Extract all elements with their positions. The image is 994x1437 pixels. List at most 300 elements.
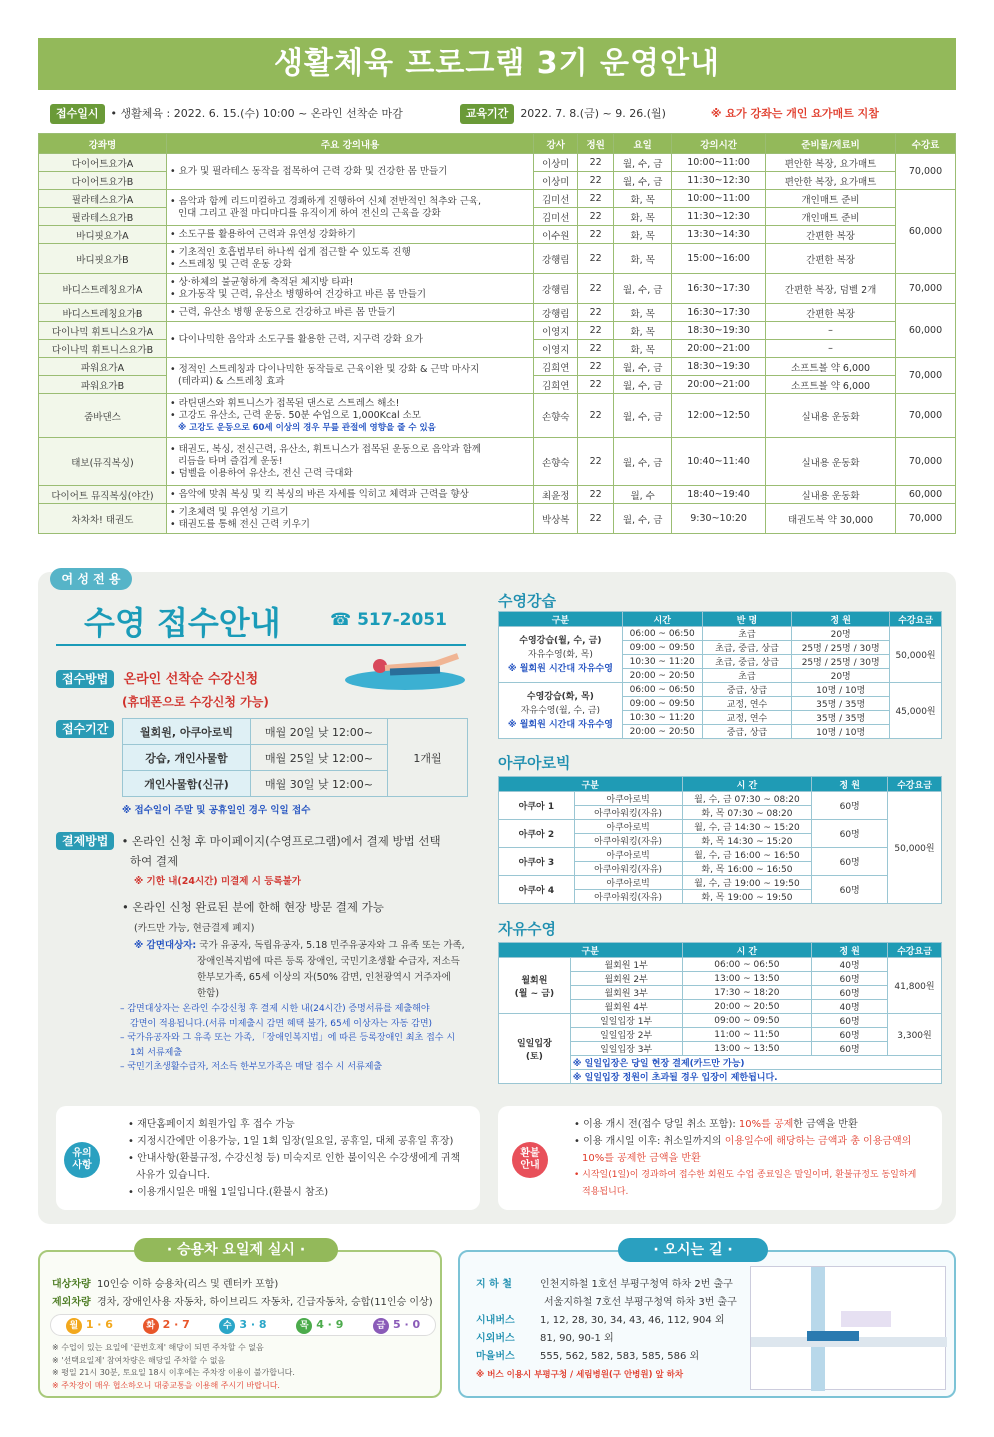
cell: 태권도복 약 30,000 [766, 504, 896, 534]
cell: 40명 [812, 958, 888, 972]
desc-line: • 기초적인 호흡법부터 하나씩 쉽게 접근할 수 있도록 진행 [169, 246, 411, 258]
period-tag-wrap [56, 720, 114, 737]
fee-cell: 60,000 [896, 304, 956, 358]
cell: 화, 목 [614, 304, 672, 322]
cell: 초급, 중급, 상급 [702, 655, 792, 669]
cell: 22 [578, 244, 614, 274]
cell: 아쿠아로빅 [574, 876, 682, 890]
free-title: 자유수영 [498, 920, 556, 938]
fee-cell: 70,000 [896, 394, 956, 438]
cell: 월, 수, 금 [614, 438, 672, 486]
table-row [39, 394, 956, 438]
pay-line: 하여 결제 [130, 854, 179, 868]
car-days [50, 1314, 436, 1336]
pay-tag: 결제방법 [56, 832, 114, 850]
car-note: ※ 평일 21시 30분, 토요일 18시 이후에는 주차장 이용이 불가합니다. [52, 1368, 295, 1377]
free-group: 일일입장 (토) [499, 1014, 571, 1084]
cell: 화, 목 [614, 244, 672, 274]
cell: 소프트볼 약 6,000 [766, 376, 896, 394]
table-row [39, 274, 956, 304]
cell: 간편한 복장 [766, 304, 896, 322]
cell: 중급, 상급 [702, 683, 792, 697]
cell: 20명 [792, 669, 890, 683]
cell: 16:30~17:30 [672, 274, 766, 304]
aqua-name: 아쿠아 1 [499, 792, 575, 820]
table-row [39, 438, 956, 486]
lesson-title: 수영강습 [498, 592, 556, 610]
cell: 35명 / 35명 [792, 711, 890, 725]
cell: 09:00 ~ 09:50 [682, 1014, 812, 1028]
cell: 화, 목 07:30 ~ 08:20 [682, 806, 812, 820]
cell: 20:00 ~ 20:50 [622, 725, 702, 739]
disc-note: – 감면대상자는 온라인 수강신청 후 결제 시한 내(24시간) 증명서류를 제출해야 [120, 1004, 430, 1014]
cell: 월회원 2부 [570, 972, 682, 986]
refund-highlight: 10%를 공제 [738, 1119, 794, 1130]
day-item [296, 1315, 343, 1335]
free-group: 월회원 (월 ~ 금) [499, 958, 571, 1014]
cell: 22 [578, 154, 614, 172]
cell: 22 [578, 504, 614, 534]
cell: 13:00 ~ 13:50 [682, 1042, 812, 1056]
transit-label: 지 하 철 [476, 1279, 512, 1290]
cell: 손향숙 [534, 394, 578, 438]
desc-note: ※ 고강도 운동으로 60세 이상의 경우 무릎 관절에 영향을 줄 수 있음 [177, 422, 436, 433]
desc-line: • 스트레칭 및 근력 운동 강화 [169, 258, 292, 270]
car-note: ※ '선택요일제' 참여차량은 해당일 주차할 수 없음 [52, 1355, 226, 1365]
period-val: 매월 20일 낮 12:00~ [251, 719, 388, 745]
program-name: 파워요가B [39, 376, 167, 394]
fee-cell: 60,000 [896, 486, 956, 504]
table-row [39, 226, 956, 244]
cell: 최윤정 [534, 486, 578, 504]
program-name: 바디스트레칭요가A [39, 274, 167, 304]
cell: 20:00 ~ 20:50 [682, 1000, 812, 1014]
pay-line: (카드만 가능, 현금결제 폐지) [134, 923, 255, 934]
cell: 간편한 복장 [766, 244, 896, 274]
cell: 12:00~12:50 [672, 394, 766, 438]
cell: 10:00~11:00 [672, 190, 766, 208]
col-header: 반 명 [702, 612, 792, 627]
cell: 이상미 [534, 154, 578, 172]
cell: 아쿠아로빅 [574, 820, 682, 834]
cell: 10명 / 10명 [792, 683, 890, 697]
lesson-group [499, 627, 623, 683]
cell: 10:30 ~ 11:20 [622, 711, 702, 725]
cell: 월회원 1부 [570, 958, 682, 972]
period-key: 개인사물함(신규) [123, 771, 251, 797]
car-notes [52, 1342, 295, 1392]
transit-value: 인천지하철 1호선 부평구청역 하차 2번 출구 [540, 1279, 733, 1290]
cell: 이수원 [534, 226, 578, 244]
period-key: 강습, 개인사물함 [123, 745, 251, 771]
cell: 김미선 [534, 208, 578, 226]
col-header: 구분 [499, 777, 683, 792]
col-header: 정 원 [812, 777, 888, 792]
edu-text: 2022. 7. 8.(금) ~ 9. 26.(월) [520, 107, 666, 120]
col-header: 시간 [622, 612, 702, 627]
fee-cell: 70,000 [896, 154, 956, 190]
cell: 화, 목 [614, 190, 672, 208]
cell: 40명 [812, 1000, 888, 1014]
disc-note: 1회 서류제출 [130, 1047, 183, 1058]
cell: 15:00~16:00 [672, 244, 766, 274]
day-numbers: 5 · 0 [393, 1318, 421, 1331]
cell: 이영지 [534, 340, 578, 358]
col-header: 수강료 [896, 134, 956, 154]
cell: 김희연 [534, 376, 578, 394]
refund-list [574, 1116, 938, 1201]
caution-item: • 안내사항(환불규정, 수강신청 등) 미숙지로 인한 불이익은 수강생에게 귀책 [128, 1153, 461, 1164]
cell: 06:00 ~ 06:50 [622, 627, 702, 641]
fee-cell: 50,000원 [888, 792, 942, 904]
cell: 아쿠아워킹(자유) [574, 890, 682, 904]
cell: 10:30 ~ 11:20 [622, 655, 702, 669]
fee-cell: 70,000 [896, 504, 956, 534]
cell: 강행림 [534, 274, 578, 304]
cell: 18:30~19:30 [672, 322, 766, 340]
directions-title: · 오시는 길 · [618, 1238, 768, 1262]
cell: 월, 수, 금 [614, 504, 672, 534]
transit-label: 시내버스 [476, 1315, 515, 1326]
cell: 18:40~19:40 [672, 486, 766, 504]
free-note: ※ 일일입장 정원이 초과될 경우 입장이 제한됩니다. [570, 1070, 941, 1084]
cell: 화, 목 19:00 ~ 19:50 [682, 890, 812, 904]
cell: 11:00 ~ 11:50 [682, 1028, 812, 1042]
free-table [498, 942, 942, 1084]
method-block [56, 668, 476, 710]
swim-title: 수영 접수안내 [84, 604, 281, 642]
desc-line: (테라피) & 스트레칭 효과 [177, 375, 285, 387]
desc-line: • 태권도, 복싱, 전신근력, 유산소, 휘트니스가 접목된 운동으로 음악과 함께 [169, 443, 481, 455]
fee-cell: 70,000 [896, 438, 956, 486]
program-name: 태보(뮤직복싱) [39, 438, 167, 486]
aqua-name: 아쿠아 4 [499, 876, 575, 904]
edu-tag: 교육기간 [460, 104, 515, 124]
reg-text: • 생활체육 : 2022. 6. 15.(수) 10:00 ~ 온라인 선착순 마감 [110, 107, 403, 120]
program-desc [166, 438, 533, 486]
car-title: · 승용차 요일제 실시 · [134, 1238, 338, 1262]
cell: 편안한 복장, 요가매트 [766, 172, 896, 190]
table-row [39, 154, 956, 172]
cell: 09:00 ~ 09:50 [622, 697, 702, 711]
program-name: 다이어트 뮤직복싱(야간) [39, 486, 167, 504]
program-name: 바디스트레칭요가B [39, 304, 167, 322]
cell: 60명 [812, 1028, 888, 1042]
caution-item: • 지정시간에만 이용가능, 1일 1회 입장(일요일, 공휴일, 대체 공휴일 휴장) [128, 1136, 454, 1147]
cell: 월, 수, 금 [614, 172, 672, 190]
program-name: 다이나믹 휘트니스요가B [39, 340, 167, 358]
disc-line: 장애인복지법에 따른 등록 장애인, 국민기초생활 수급자, 저소득 [197, 956, 460, 967]
cell: 화, 목 [614, 340, 672, 358]
col-header: 정 원 [812, 943, 888, 958]
group-note: ※ 월회원 시간대 자유수영 [507, 663, 613, 674]
col-header: 준비물/재료비 [766, 134, 896, 154]
day-item [219, 1315, 266, 1335]
cell: 화, 목 14:30 ~ 15:20 [682, 834, 812, 848]
cell: 화, 목 [614, 208, 672, 226]
program-name: 차차차! 태권도 [39, 504, 167, 534]
cell: 20명 [792, 627, 890, 641]
map-graphic [751, 1267, 947, 1391]
cell: 22 [578, 358, 614, 376]
program-name: 바디핏요가B [39, 244, 167, 274]
cell: 22 [578, 274, 614, 304]
cell: 35명 / 35명 [792, 697, 890, 711]
col-header: 주요 강의내용 [166, 134, 533, 154]
refund-highlight: • 시작일(1일)이 경과하여 접수한 회원도 수업 종료일은 말일이며, 환불규정도 동일하게 [574, 1170, 917, 1180]
cell: 60명 [812, 986, 888, 1000]
cell: 25명 / 25명 / 30명 [792, 641, 890, 655]
table-row [39, 304, 956, 322]
directions-info [476, 1276, 766, 1384]
fee-cell: 50,000원 [890, 627, 942, 683]
transit-value: 서울지하철 7호선 부평구청역 하차 3번 출구 [544, 1297, 737, 1308]
program-desc: • 다이나믹한 음악과 소도구를 활용한 근력, 지구력 강화 요가 [166, 322, 533, 358]
cell: 09:00 ~ 09:50 [622, 641, 702, 655]
desc-line: 리듬을 타며 즐겁게 운동! [177, 455, 283, 467]
program-desc [166, 394, 533, 438]
cell: 소프트볼 약 6,000 [766, 358, 896, 376]
cell: 이영지 [534, 322, 578, 340]
transit-value: 1, 12, 28, 30, 34, 43, 46, 112, 904 외 [540, 1315, 725, 1326]
reg-tag: 접수일시 [50, 104, 105, 124]
cell: 교정, 연수 [702, 711, 792, 725]
car-note: ※ 주차장이 매우 협소하오니 대중교통을 이용해 주시기 바랍니다. [52, 1380, 280, 1390]
cell: 아쿠아워킹(자유) [574, 862, 682, 876]
cell: 화, 목 16:00 ~ 16:50 [682, 862, 812, 876]
cell: 22 [578, 340, 614, 358]
aqua-name: 아쿠아 3 [499, 848, 575, 876]
discount-notes [120, 1002, 480, 1075]
pay-line: • 온라인 신청 후 마이페이지(수영프로그램)에서 결제 방법 선택 [121, 834, 441, 848]
aqua-name: 아쿠아 2 [499, 820, 575, 848]
day-circle: 금 [373, 1318, 389, 1334]
group-line: 자유수영(화, 목) [527, 649, 593, 660]
car-value: 경차, 장애인사용 자동차, 하이브리드 자동차, 긴급자동차, 승합(11인승 이상) [97, 1297, 433, 1308]
period-tag: 접수기간 [56, 720, 114, 738]
cell: 개인매트 준비 [766, 208, 896, 226]
cell: 월, 수, 금 14:30 ~ 15:20 [682, 820, 812, 834]
desc-line: • 정적인 스트레칭과 다이나믹한 동작들로 근육이완 및 강화 & 근막 마사지 [169, 363, 480, 375]
refund-text: • 이용 개시 전(접수 당일 취소 포함): [574, 1119, 739, 1130]
pay-note: ※ 기한 내(24시간) 미결제 시 등록불가 [134, 876, 301, 887]
yoga-note: ※ 요가 강좌는 개인 요가매트 지참 [710, 107, 879, 120]
pay-line: • 온라인 신청 완료된 분에 한해 현장 방문 결제 가능 [122, 900, 384, 914]
program-desc [166, 190, 533, 226]
cell: 월, 수, 금 [614, 358, 672, 376]
disc-note: – 국가유공자와 그 유족 또는 가족, 「장애인복지법」에 따른 등록장애인 최초 접수 시 [120, 1033, 456, 1043]
cell: 아쿠아워킹(자유) [574, 806, 682, 820]
fee-cell: 60,000 [896, 190, 956, 274]
program-name: 다이나믹 휘트니스요가A [39, 322, 167, 340]
fee-cell: 41,800원 [888, 958, 942, 1014]
cell: 22 [578, 172, 614, 190]
caution-item: • 재단홈페이지 회원가입 후 접수 가능 [128, 1119, 295, 1130]
cell: 강행림 [534, 244, 578, 274]
table-row [39, 190, 956, 208]
cell: 22 [578, 226, 614, 244]
disc-note: – 국민기초생활수급자, 저소득 한부모가족은 매달 접수 시 서류제출 [120, 1062, 383, 1072]
cell: 월, 수, 금 [614, 376, 672, 394]
cell: 22 [578, 394, 614, 438]
col-header: 수강요금 [890, 612, 942, 627]
cell: 월, 수, 금 16:00 ~ 16:50 [682, 848, 812, 862]
cell: 일일입장 1부 [570, 1014, 682, 1028]
cell: 월, 수, 금 19:00 ~ 19:50 [682, 876, 812, 890]
phone-number: ☎ 517-2051 [330, 610, 447, 630]
cell: 60명 [812, 1014, 888, 1028]
day-circle: 수 [219, 1318, 235, 1334]
info-bar [50, 104, 950, 124]
fee-cell: 45,000원 [890, 683, 942, 739]
program-name: 다이어트요가A [39, 154, 167, 172]
desc-line: • 고강도 유산소, 근력 운동. 50분 수업으로 1,000Kcal 소모 [169, 409, 421, 421]
col-header: 구분 [499, 612, 623, 627]
day-numbers: 1 · 6 [85, 1318, 113, 1331]
cell: 월, 수, 금 [614, 274, 672, 304]
refund-text: 한 금액을 반환 [793, 1119, 858, 1130]
col-header: 강좌명 [39, 134, 167, 154]
cell: 아쿠아로빅 [574, 792, 682, 806]
cell: 10:40~11:40 [672, 438, 766, 486]
desc-line: • 덤벨을 이용하여 유산소, 전신 근력 극대화 [169, 467, 353, 479]
desc-line: • 음악과 함께 리드미컬하고 경쾌하게 진행하여 신체 전반적인 척추와 근육, [169, 195, 482, 207]
program-table [38, 133, 956, 534]
cell: 손향숙 [534, 438, 578, 486]
cell: 중급, 상급 [702, 725, 792, 739]
caution-item: 사유가 있습니다. [136, 1170, 210, 1181]
period-duration: 1개월 [388, 719, 468, 797]
table-row [39, 244, 956, 274]
day-circle: 목 [296, 1318, 312, 1334]
cell: 편안한 복장, 요가매트 [766, 154, 896, 172]
col-header: 정원 [578, 134, 614, 154]
cell: 월회원 3부 [570, 986, 682, 1000]
col-header: 구분 [499, 943, 683, 958]
day-numbers: 4 · 9 [316, 1318, 344, 1331]
cell: 실내용 운동화 [766, 438, 896, 486]
refund-text: • 이용 개시일 이후: 취소일까지의 [574, 1136, 725, 1147]
payment-block [56, 832, 476, 934]
cell: 이상미 [534, 172, 578, 190]
cell: 60명 [812, 876, 888, 904]
program-name: 파워요가A [39, 358, 167, 376]
method-sub: (휴대폰으로 수강신청 가능) [122, 695, 269, 709]
cell: 25명 / 25명 / 30명 [792, 655, 890, 669]
desc-line: • 태권도를 통해 전신 근력 키우기 [169, 518, 310, 530]
program-name: 필라테스요가A [39, 190, 167, 208]
cell: 월, 수, 금 07:30 ~ 08:20 [682, 792, 812, 806]
desc-line: 인대 그리고 관절 마디마디를 유직이게 하여 전신의 근육을 강화 [177, 207, 441, 219]
program-name: 바디핏요가A [39, 226, 167, 244]
cell: 06:00 ~ 06:50 [682, 958, 812, 972]
cell: 간편한 복장, 덤벨 2개 [766, 274, 896, 304]
desc-line: • 상·하체의 불균형하게 축적된 체지방 타파! [169, 276, 354, 288]
program-name: 다이어트요가B [39, 172, 167, 190]
col-header: 요일 [614, 134, 672, 154]
cell: 김미선 [534, 190, 578, 208]
program-desc: • 요가 및 필라테스 동작을 접목하여 근력 강화 및 건강한 몸 만들기 [166, 154, 533, 190]
caution-label: 유의 사항 [64, 1142, 100, 1178]
table-row [39, 322, 956, 340]
col-header: 강의시간 [672, 134, 766, 154]
day-numbers: 3 · 8 [239, 1318, 267, 1331]
refund-highlight: 이용일수에 해당하는 금액과 총 이용금액의 [724, 1136, 912, 1147]
cell: 22 [578, 208, 614, 226]
refund-highlight: 적용됩니다. [582, 1187, 629, 1197]
cell: 초급 [702, 627, 792, 641]
table-header [39, 134, 956, 154]
method-text: 온라인 선착순 수강신청 [123, 672, 259, 687]
title-divider [56, 644, 466, 646]
cell: 22 [578, 304, 614, 322]
period-key: 월회원, 아쿠아로빅 [123, 719, 251, 745]
program-name: 필라테스요가B [39, 208, 167, 226]
period-table [122, 718, 468, 797]
cell: 일일입장 2부 [570, 1028, 682, 1042]
cell: 16:30~17:30 [672, 304, 766, 322]
cell: 10:00~11:00 [672, 154, 766, 172]
car-label: 제외차량 [52, 1297, 91, 1308]
cell: 60명 [812, 972, 888, 986]
transit-value: 81, 90, 90-1 외 [540, 1333, 614, 1344]
aqua-title: 아쿠아로빅 [498, 754, 571, 772]
cell: 60명 [812, 820, 888, 848]
location-map [750, 1266, 946, 1390]
cell: 초급, 중급, 상급 [702, 641, 792, 655]
transit-label: 시외버스 [476, 1333, 515, 1344]
period-val: 매월 30일 낮 12:00~ [251, 771, 388, 797]
table-row [39, 486, 956, 504]
disc-line: 한함) [197, 988, 220, 999]
cell: 60명 [812, 848, 888, 876]
cell: 22 [578, 438, 614, 486]
cell: 22 [578, 190, 614, 208]
disc-note: 감면이 적용됩니다.(서류 미제출시 감면 혜택 불가, 65세 이상자는 자동 감면) [130, 1018, 433, 1029]
day-circle: 화 [143, 1318, 159, 1334]
cell: 월, 수, 금 [614, 394, 672, 438]
fee-cell: 70,000 [896, 274, 956, 304]
aqua-table [498, 776, 942, 904]
cell: 실내용 운동화 [766, 394, 896, 438]
cell: 20:00 ~ 20:50 [622, 669, 702, 683]
day-numbers: 2 · 7 [162, 1318, 190, 1331]
col-header: 시 간 [682, 943, 812, 958]
cell: 17:30 ~ 18:20 [682, 986, 812, 1000]
car-value: 10인승 이하 승용차(리스 및 렌터카 포함) [97, 1279, 279, 1290]
program-desc: • 음악에 맞춰 복싱 및 킥 복싱의 바른 자세를 익히고 체력과 근력을 향상 [166, 486, 533, 504]
cell: 10명 / 10명 [792, 725, 890, 739]
cell: 60명 [812, 792, 888, 820]
cell: 간편한 복장 [766, 226, 896, 244]
cell: 개인매트 준비 [766, 190, 896, 208]
cell: 월회원 4부 [570, 1000, 682, 1014]
transit-value: 555, 562, 582, 583, 585, 586 외 [540, 1351, 700, 1362]
lesson-table [498, 611, 942, 739]
cell: 13:30~14:30 [672, 226, 766, 244]
refund-label: 환불 안내 [512, 1142, 548, 1178]
program-name: 줌바댄스 [39, 394, 167, 438]
cell: 월, 수, 금 [614, 154, 672, 172]
cell: 13:00 ~ 13:50 [682, 972, 812, 986]
cell: 22 [578, 322, 614, 340]
car-label: 대상차량 [52, 1279, 91, 1290]
day-item [143, 1315, 190, 1335]
women-only-badge: 여 성 전 용 [50, 568, 132, 590]
program-desc [166, 274, 533, 304]
fee-cell: 70,000 [896, 358, 956, 394]
page-title: 생활체육 프로그램 3기 운영안내 [38, 38, 956, 90]
